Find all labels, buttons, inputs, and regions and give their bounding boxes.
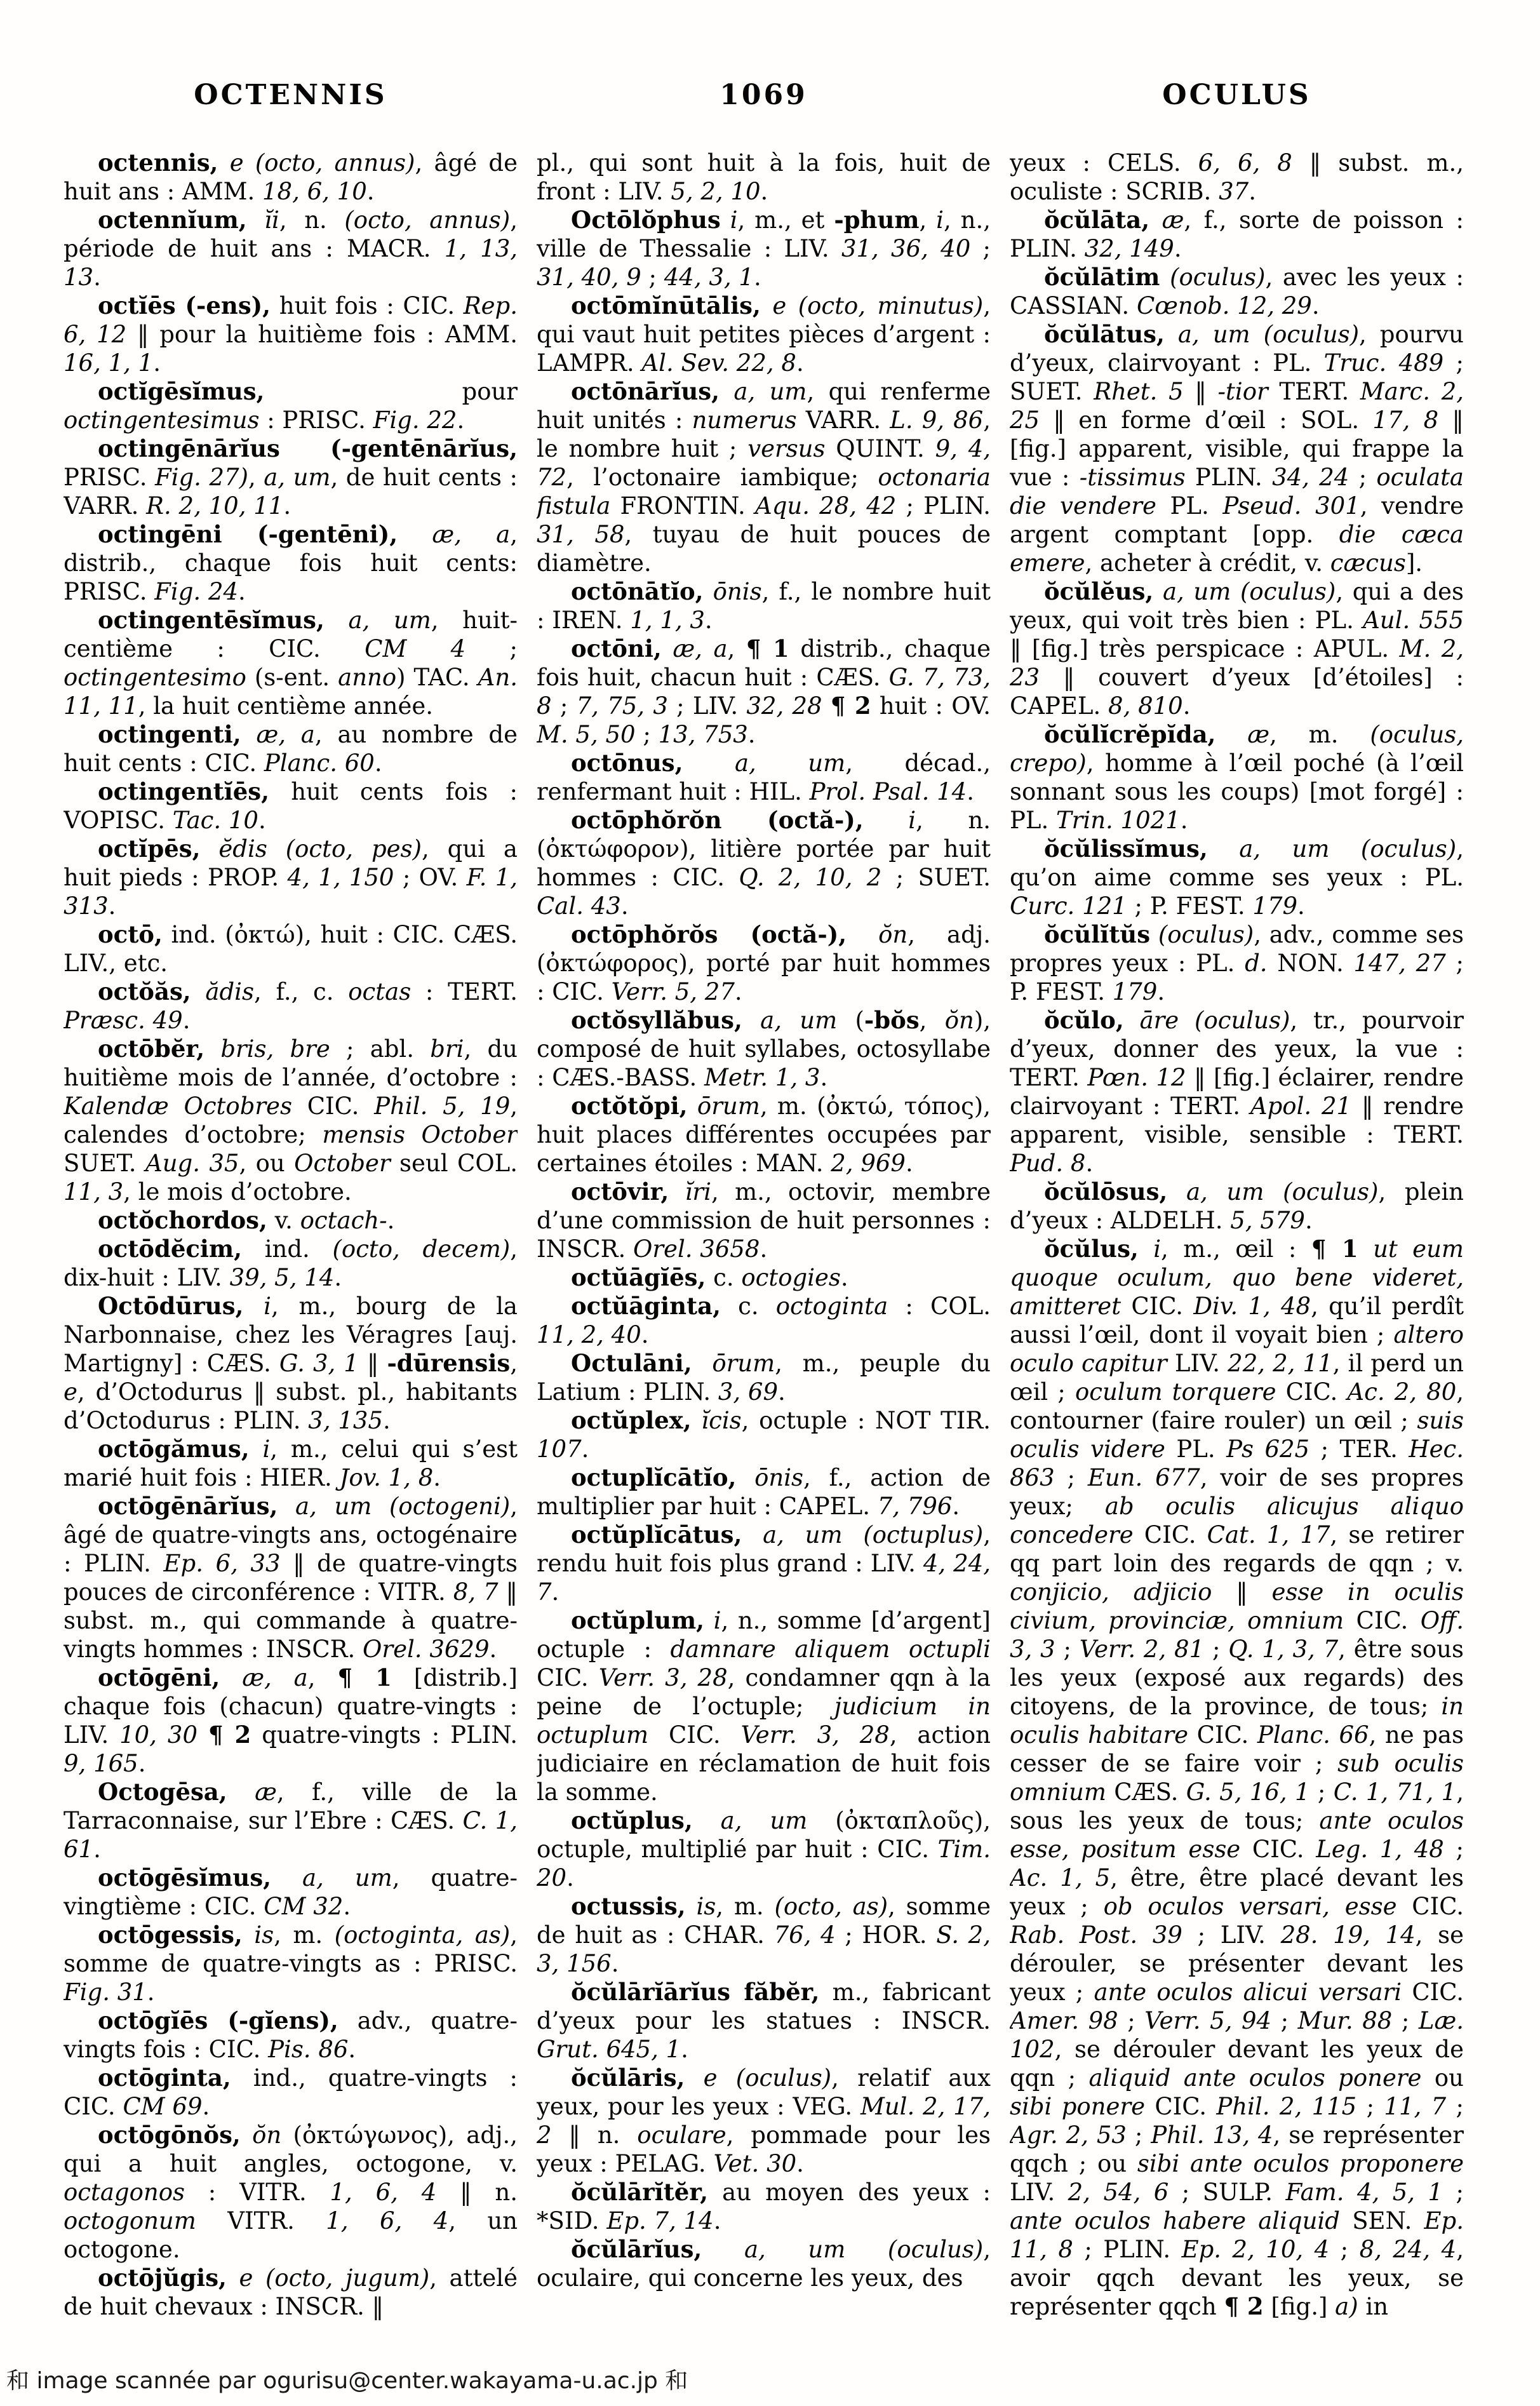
dictionary-entry: octōgĭēs (-gĭens), adv., quatre-vingts fois : CIC. Pis. 86.	[64, 2006, 518, 2063]
entry-headword: octōgōnŏs,	[98, 2121, 241, 2149]
entry-headword: octingentĭēs,	[98, 777, 269, 805]
dictionary-entry: octŏchordos, v. octach-.	[98, 1206, 395, 1234]
dictionary-entry: octōbĕr, bris, bre ; abl. bri, du huitième mois de l’année, d’octobre : Kalendæ Octobres CIC. Phil. 5, 19, calendes d’octobre; mensis October SUET. Aug. 35, ou October seul COL. 11, 3, le mois d’octobre.	[64, 1035, 518, 1206]
entry-headword: octōdĕcim,	[98, 1235, 243, 1263]
dictionary-entry: ŏcŭlōsus, a, um (oculus), plein d’yeux : ALDELH. 5, 579.	[1010, 1178, 1464, 1234]
entry-headword: octussis,	[571, 1892, 686, 1920]
dictionary-entry: octŭāgĭēs, c. octogies.	[571, 1263, 848, 1291]
entry-headword: ŏcŭlātus,	[1044, 320, 1165, 348]
entry-headword: octōnus,	[571, 749, 683, 777]
entry-headword: octŏchordos,	[98, 1206, 267, 1234]
dictionary-entry: octŏăs, ădis, f., c. octas : TERT. Præsc. 49.	[64, 978, 518, 1034]
text-columns	[64, 149, 1464, 2346]
column-2	[537, 149, 991, 2346]
entry-headword: ŏcŭlātim	[1044, 263, 1160, 291]
entry-headword: octŭāgĭēs,	[571, 1263, 706, 1291]
entry-headword: ŏcŭlĭtŭs	[1044, 920, 1151, 948]
page-number: 1069	[720, 79, 808, 111]
dictionary-entry: octōvir, ĭri, m., octovir, membre d’une commission de huit personnes : INSCR. Orel. 3658.	[537, 1178, 991, 1263]
dictionary-entry: ŏcŭlārĭus, a, um (oculus), oculaire, qui concerne les yeux, des	[537, 2235, 991, 2292]
dictionary-entry: octōgēsĭmus, a, um, quatre-vingtième : CIC. CM 32.	[64, 1864, 518, 1920]
entry-headword: octŭplum,	[571, 1606, 705, 1634]
dictionary-entry: octōnātĭo, ōnis, f., le nombre huit : IREN. 1, 1, 3.	[537, 577, 991, 634]
dictionary-entry: Octōdūrus, i, m., bourg de la Narbonnaise, chez les Véragres [auj. Martigny] : CÆS. G. 3, 1 ‖ -dūrensis, e, d’Octodurus ‖ subst. pl., habitants d’Octodurus : PLIN. 3, 135.	[64, 1292, 518, 1434]
dictionary-entry: Octōlŏphus i, m., et -phum, i, n., ville de Thessalie : LIV. 31, 36, 40 ; 31, 40, 9 ; 44, 3, 1.	[537, 206, 991, 291]
dictionary-entry: ŏcŭlāris, e (oculus), relatif aux yeux, pour les yeux : VEG. Mul. 2, 17, 2 ‖ n. oculare, pommade pour les yeux : PELAG. Vet. 30.	[537, 2064, 991, 2177]
entry-headword: octingentēsĭmus,	[98, 606, 325, 634]
entry-headword: octōgēni,	[98, 1663, 220, 1691]
dictionary-entry: octŏtŏpi, ōrum, m. (ὀκτώ, τόπος), huit places différentes occupées par certaines étoiles : MAN. 2, 969.	[537, 1092, 991, 1177]
entry-headword: octōginta,	[98, 2064, 231, 2092]
entry-headword: octŭplus,	[571, 1806, 693, 1834]
dictionary-entry: octōphŏrŏs (octă-), ŏn, adj. (ὀκτώφορος), porté par huit hommes : CIC. Verr. 5, 27.	[537, 920, 991, 1005]
entry-headword: octŏăs,	[98, 978, 191, 1005]
entry-headword: octuplĭcātĭo,	[571, 1463, 737, 1491]
dictionary-entry: octingēnārĭus (-gentēnārĭus, PRISC. Fig. 27), a, um, de huit cents : VARR. R. 2, 10, 11.	[64, 434, 518, 520]
dictionary-entry: octuplĭcātĭo, ōnis, f., action de multiplier par huit : CAPEL. 7, 796.	[537, 1463, 991, 1520]
header-left-keyword: OCTENNIS	[194, 79, 387, 111]
entry-headword: ŏcŭlĕus,	[1044, 577, 1154, 605]
entry-headword: ŏcŭlĭcrĕpĭda,	[1044, 720, 1216, 748]
entry-headword: octŭāginta,	[571, 1292, 721, 1320]
dictionary-entry: octōjŭgis, e (octo, jugum), attelé de huit chevaux : INSCR. ‖	[64, 2264, 518, 2320]
dictionary-entry: octŭplus, a, um (ὀκταπλοῦς), octuple, multiplié par huit : CIC. Tim. 20.	[537, 1806, 991, 1892]
dictionary-entry: octĭgēsĭmus, pour octingentesimus : PRISC. Fig. 22.	[64, 377, 518, 434]
entry-headword: octĭpēs,	[98, 835, 201, 863]
entry-headword: Octōdūrus,	[98, 1292, 244, 1320]
dictionary-entry: octŭplum, i, n., somme [d’argent] octuple : damnare aliquem octupli CIC. Verr. 3, 28, condamner qqn à la peine de l’octuple; judicium in octuplum CIC. Verr. 3, 28, action judiciaire en réclamation de huit fois la somme.	[537, 1606, 991, 1806]
dictionary-entry: octōphŏrŏn (octă-), i, n. (ὀκτώφορον), litière portée par huit hommes : CIC. Q. 2, 10, 2 ; SUET. Cal. 43.	[537, 806, 991, 920]
entry-headword: octennĭum,	[98, 206, 247, 234]
entry-headword: ŏcŭlārĭārĭus făbĕr,	[571, 1978, 820, 2006]
entry-headword: octōphŏrŏn (octă-),	[571, 806, 864, 834]
entry-headword: octōvir,	[571, 1178, 669, 1206]
running-head	[64, 81, 1464, 109]
dictionary-entry: octōgessis, is, m. (octoginta, as), somme de quatre-vingts as : PRISC. Fig. 31.	[64, 1921, 518, 2006]
dictionary-entry: octŭāginta, c. octoginta : COL. 11, 2, 40.	[537, 1292, 991, 1348]
entry-headword: octōni,	[571, 635, 662, 662]
dictionary-entry: ŏcŭlĕus, a, um (oculus), qui a des yeux, qui voit très bien : PL. Aul. 555 ‖ [fig.] très perspicace : APUL. M. 2, 23 ‖ couvert d’yeux [d’étoiles] : CAPEL. 8, 810.	[1010, 577, 1464, 720]
dictionary-entry: Octogēsa, æ, f., ville de la Tarraconnaise, sur l’Ebre : CÆS. C. 1, 61.	[64, 1778, 518, 1863]
dictionary-entry: yeux : CELS. 6, 6, 8 ‖ subst. m., oculiste : SCRIB. 37.	[1010, 149, 1464, 205]
entry-headword: ŏcŭlāris,	[571, 2064, 685, 2092]
entry-headword: octōgĭēs (-gĭens),	[98, 2006, 338, 2034]
dictionary-entry: octingentēsĭmus, a, um, huit-centième : CIC. CM 4 ; octingentesimo (s-ent. anno) TAC. An. 11, 11, la huit centième année.	[64, 606, 518, 720]
entry-headword: ŏcŭlus,	[1044, 1235, 1139, 1263]
entry-headword: octōjŭgis,	[98, 2264, 227, 2292]
dictionary-entry: ŏcŭlus, i, m., œil : ¶ 1 ut eum quoque oculum, quo bene videret, amitteret CIC. Div. 1, 48, qu’il perdît aussi l’œil, dont il voyait bien ; altero oculo capitur LIV. 22, 2, 11, il perd un œil ; oculum torquere CIC. Ac. 2, 80, contourner (faire rouler) un œil ; suis oculis videre PL. Ps 625 ; TER. Hec. 863 ; Eun. 677, voir de ses propres yeux; ab oculis alicujus aliquo concedere CIC. Cat. 1, 17, se retirer qq part loin des regards de qqn ; v. conjicio, adjicio ‖ esse in oculis civium, provinciæ, omnium CIC. Off. 3, 3 ; Verr. 2, 81 ; Q. 1, 3, 7, être sous les yeux (exposé aux regards) des citoyens, de la province, de tous; in oculis habitare CIC. Planc. 66, ne pas cesser de se faire voir ; sub oculis omnium CÆS. G. 5, 16, 1 ; C. 1, 71, 1, sous les yeux de tous; ante oculos esse, positum esse CIC. Leg. 1, 48 ; Ac. 1, 5, être, être placé devant les yeux ; ob oculos versari, esse CIC. Rab. Post. 39 ; LIV. 28. 19, 14, se dérouler, se présenter devant les yeux ; ante oculos alicui versari CIC. Amer. 98 ; Verr. 5, 94 ; Mur. 88 ; Læ. 102, se dérouler devant les yeux de qqn ; aliquid ante oculos ponere ou sibi ponere CIC. Phil. 2, 115 ; 11, 7 ; Agr. 2, 53 ; Phil. 13, 4, se représenter qqch ; ou sibi ante oculos proponere LIV. 2, 54, 6 ; SULP. Fam. 4, 5, 1 ; ante oculos habere aliquid SEN. Ep. 11, 8 ; PLIN. Ep. 2, 10, 4 ; 8, 24, 4, avoir qqch devant les yeux, se représenter qqch ¶ 2 [fig.] a) in	[1010, 1235, 1464, 2320]
dictionary-entry: ŏcŭlātim (oculus), avec les yeux : CASSIAN. Cœnob. 12, 29.	[1010, 263, 1464, 319]
dictionary-entry: octŭplex, ĭcis, octuple : NOT TIR. 107.	[537, 1406, 991, 1463]
dictionary-entry: ŏcŭlārĭtĕr, au moyen des yeux : *SID. Ep. 7, 14.	[537, 2178, 991, 2235]
entry-headword: octōmĭnūtālis,	[571, 292, 761, 319]
dictionary-entry: octōmĭnūtālis, e (octo, minutus), qui vaut huit petites pièces d’argent : LAMPR. Al. Sev. 22, 8.	[537, 292, 991, 377]
dictionary-entry: octĭpēs, ĕdis (octo, pes), qui a huit pieds : PROP. 4, 1, 150 ; OV. F. 1, 313.	[64, 835, 518, 920]
entry-headword: ŏcŭlārĭus,	[571, 2235, 702, 2263]
dictionary-entry: octōni, æ, a, ¶ 1 distrib., chaque fois huit, chacun huit : CÆS. G. 7, 73, 8 ; 7, 75, 3 ; LIV. 32, 28 ¶ 2 huit : OV. M. 5, 50 ; 13, 753.	[537, 635, 991, 748]
entry-headword: ŏcŭlāta,	[1044, 206, 1150, 234]
header-right-keyword: OCULUS	[1162, 79, 1311, 111]
entry-headword: ŏcŭlōsus,	[1044, 1178, 1168, 1206]
column-3	[1010, 149, 1464, 2346]
dictionary-entry: octōnus, a, um, décad., renfermant huit : HIL. Prol. Psal. 14.	[537, 749, 991, 805]
dictionary-entry: ŏcŭlĭcrĕpĭda, æ, m. (oculus, crepo), homme à l’œil poché (à l’œil sonnant sous les coups) [mot forgé] : PL. Trin. 1021.	[1010, 720, 1464, 834]
entry-headword: Octulāni,	[571, 1349, 692, 1377]
dictionary-entry: ŏcŭlārĭārĭus făbĕr, m., fabricant d’yeux pour les statues : INSCR. Grut. 645, 1.	[537, 1978, 991, 2063]
dictionary-entry: pl., qui sont huit à la fois, huit de front : LIV. 5, 2, 10.	[537, 149, 991, 205]
dictionary-entry: ŏcŭlātus, a, um (oculus), pourvu d’yeux, clairvoyant : PL. Truc. 489 ; SUET. Rhet. 5 ‖ -tior TERT. Marc. 2, 25 ‖ en forme d’œil : SOL. 17, 8 ‖ [fig.] apparent, visible, qui frappe la vue : -tissimus PLIN. 34, 24 ; oculata die vendere PL. Pseud. 301, vendre argent comptant [opp. die cæca emere, acheter à crédit, v. cæcus].	[1010, 320, 1464, 577]
dictionary-entry: octingentĭēs, huit cents fois : VOPISC. Tac. 10.	[64, 777, 518, 834]
dictionary-entry: octennĭum, ĭi, n. (octo, annus), période de huit ans : MACR. 1, 13, 13.	[64, 206, 518, 291]
entry-headword: octŏtŏpi,	[571, 1092, 688, 1120]
entry-headword: Octogēsa,	[98, 1778, 227, 1806]
dictionary-entry: ŏcŭlo, āre (oculus), tr., pourvoir d’yeux, donner des yeux, la vue : TERT. Pœn. 12 ‖ [fig.] éclairer, rendre clairvoyant : TERT. Apol. 21 ‖ rendre apparent, visible, sensible : TERT. Pud. 8.	[1010, 1006, 1464, 1177]
entry-headword: octĭēs (-ens),	[98, 292, 271, 319]
entry-headword: octŭplĭcātus,	[571, 1521, 742, 1549]
entry-headword: ŏcŭlārĭtĕr,	[571, 2178, 709, 2206]
entry-headword: octō,	[98, 920, 163, 948]
entry-headword: octōgămus,	[98, 1435, 250, 1463]
entry-headword: ŏcŭlo,	[1044, 1006, 1124, 1034]
entry-headword: octōgēnārĭus,	[98, 1492, 278, 1520]
entry-headword: Octōlŏphus	[571, 206, 721, 234]
entry-headword: ŏcŭlissĭmus,	[1044, 835, 1208, 863]
entry-headword: octōgessis,	[98, 1921, 243, 1949]
entry-headword: octŭplex,	[571, 1406, 692, 1434]
entry-headword: octŏsyllăbus,	[571, 1006, 742, 1034]
dictionary-entry: octingēni (-gentēni), æ, a, distrib., chaque fois huit cents: PRISC. Fig. 24.	[64, 520, 518, 605]
entry-headword: octōbĕr,	[98, 1035, 205, 1063]
dictionary-entry: octō, ind. (ὀκτώ), huit : CIC. CÆS. LIV., etc.	[64, 920, 518, 977]
dictionary-entry: octennis, e (octo, annus), âgé de huit ans : AMM. 18, 6, 10.	[64, 149, 518, 205]
entry-headword: octōnārĭus,	[571, 377, 720, 405]
column-1	[64, 149, 518, 2346]
dictionary-entry: octōginta, ind., quatre-vingts : CIC. CM 69.	[64, 2064, 518, 2120]
dictionary-entry: octōgămus, i, m., celui qui s’est marié huit fois : HIER. Jov. 1, 8.	[64, 1435, 518, 1491]
dictionary-entry: octŭplĭcātus, a, um (octuplus), rendu huit fois plus grand : LIV. 4, 24, 7.	[537, 1521, 991, 1606]
entry-headword: octōgēsĭmus,	[98, 1864, 272, 1892]
dictionary-entry: octingenti, æ, a, au nombre de huit cents : CIC. Planc. 60.	[64, 720, 518, 777]
dictionary-entry: octōgēnārĭus, a, um (octogeni), âgé de quatre-vingts ans, octogénaire : PLIN. Ep. 6, 33 ‖ de quatre-vingts pouces de circonférence : VITR. 8, 7 ‖ subst. m., qui commande à quatre-vingts hommes : INSCR. Orel. 3629.	[64, 1492, 518, 1663]
dictionary-entry: octōgōnŏs, ŏn (ὀκτώγωνος), adj., qui a huit angles, octogone, v. octagonos : VITR. 1, 6, 4 ‖ n. octogonum VITR. 1, 6, 4, un octogone.	[64, 2121, 518, 2263]
dictionary-entry: octĭēs (-ens), huit fois : CIC. Rep. 6, 12 ‖ pour la huitième fois : AMM. 16, 1, 1.	[64, 292, 518, 377]
entry-headword: octingenti,	[98, 720, 241, 748]
dictionary-entry: octōgēni, æ, a, ¶ 1 [distrib.] chaque fois (chacun) quatre-vingts : LIV. 10, 30 ¶ 2 quatre-vingts : PLIN. 9, 165.	[64, 1663, 518, 1777]
entry-headword: octingēni (-gentēni),	[98, 520, 398, 548]
dictionary-entry: Octulāni, ōrum, m., peuple du Latium : PLIN. 3, 69.	[537, 1349, 991, 1406]
entry-headword: octōphŏrŏs (octă-),	[571, 920, 847, 948]
dictionary-entry: octŏsyllăbus, a, um (-bŏs, ŏn), composé de huit syllabes, octosyllabe : CÆS.-BASS. Metr. 1, 3.	[537, 1006, 991, 1091]
dictionary-entry: octōdĕcim, ind. (octo, decem), dix-huit : LIV. 39, 5, 14.	[64, 1235, 518, 1291]
dictionary-entry: ŏcŭlĭtŭs (oculus), adv., comme ses propres yeux : PL. d. NON. 147, 27 ; P. FEST. 179.	[1010, 920, 1464, 1005]
dictionary-entry: ŏcŭlāta, æ, f., sorte de poisson : PLIN. 32, 149.	[1010, 206, 1464, 262]
dictionary-entry: octōnārĭus, a, um, qui renferme huit unités : numerus VARR. L. 9, 86, le nombre huit ; versus QUINT. 9, 4, 72, l’octonaire iambique; octonaria fistula FRONTIN. Aqu. 28, 42 ; PLIN. 31, 58, tuyau de huit pouces de diamètre.	[537, 377, 991, 577]
scan-credit: 和 image scannée par ogurisu@center.wakayama-u.ac.jp 和	[6, 2368, 688, 2394]
entry-headword: octōnātĭo,	[571, 577, 704, 605]
entry-headword: octĭgēsĭmus,	[98, 377, 265, 405]
entry-headword: octingēnārĭus (-gentēnārĭus,	[98, 434, 518, 462]
dictionary-entry: ŏcŭlissĭmus, a, um (oculus), qu’on aime comme ses yeux : PL. Curc. 121 ; P. FEST. 179.	[1010, 835, 1464, 920]
dictionary-entry: octussis, is, m. (octo, as), somme de huit as : CHAR. 76, 4 ; HOR. S. 2, 3, 156.	[537, 1892, 991, 1977]
entry-headword: octennis,	[98, 149, 218, 177]
